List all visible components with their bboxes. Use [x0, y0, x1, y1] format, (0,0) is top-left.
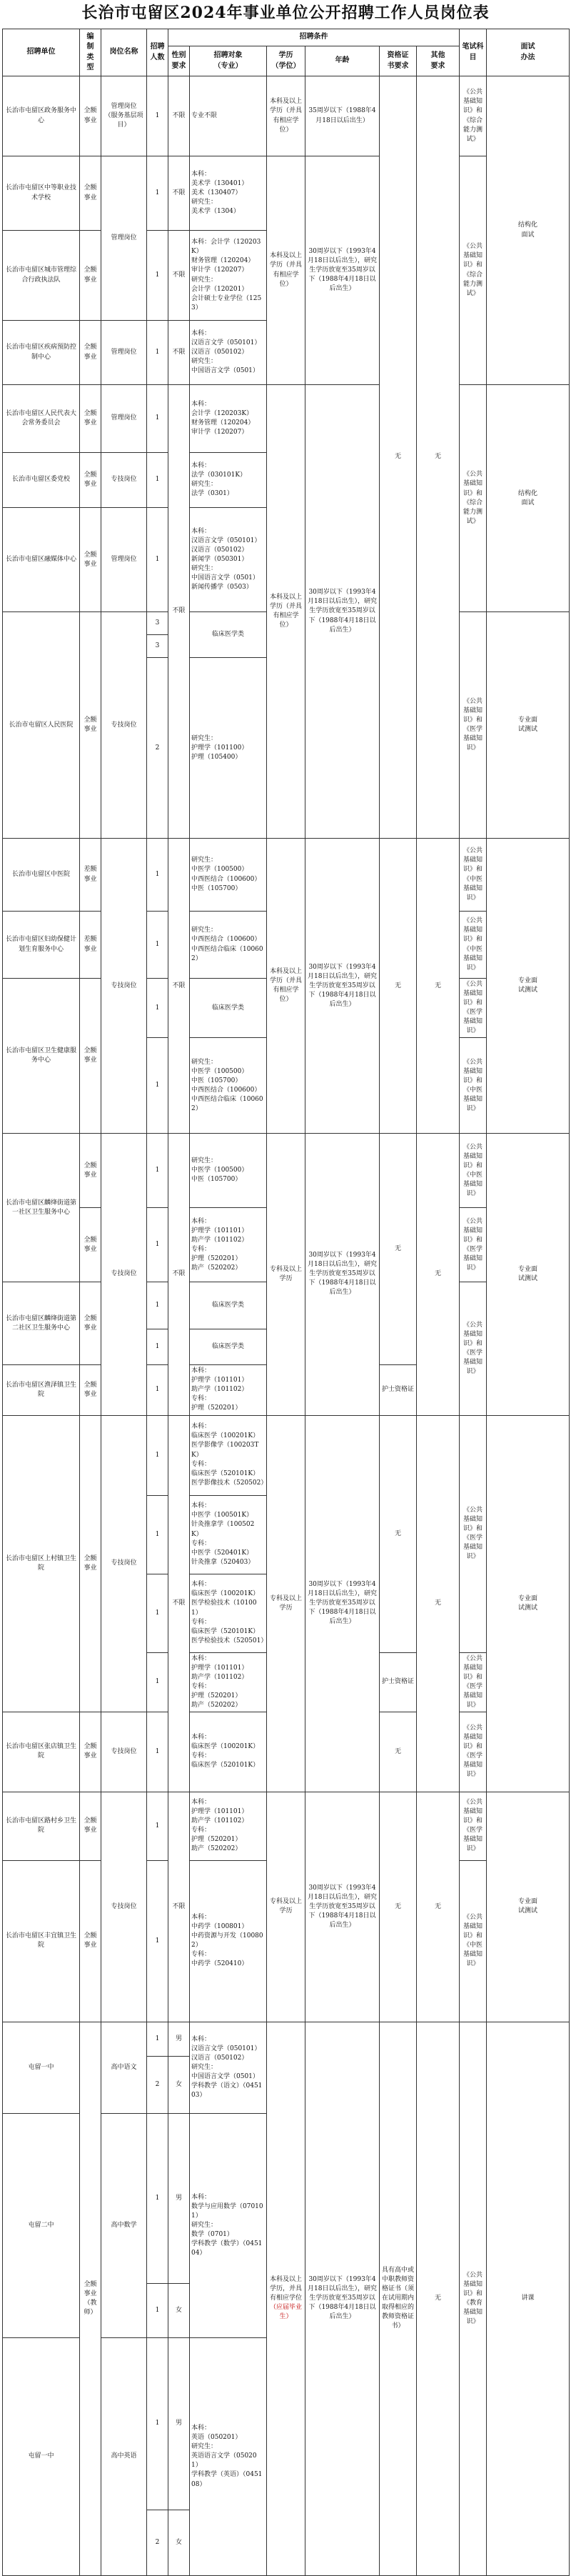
cell-type: 全额 事业: [80, 508, 101, 612]
cell-count: 1: [147, 1329, 168, 1365]
cell-exam: 《公共基础知识》和《中医基础知识》: [460, 1134, 487, 1208]
header-position: 岗位名称: [101, 29, 147, 76]
cell-gender: 女: [168, 2510, 190, 2575]
cell-unit: 屯留二中: [3, 2113, 80, 2337]
cell-cert: 无: [380, 839, 417, 1134]
cell-cert: 护士资格证: [380, 1365, 417, 1415]
cell-interview: 讲课: [487, 2022, 570, 2575]
header-interview: 面试 办法: [487, 29, 570, 76]
cell-other: 无: [417, 1134, 460, 1415]
cell-position: 专技岗位: [101, 839, 147, 1134]
cell-exam: 《公共基础知识》和《中医基础知识》: [460, 912, 487, 979]
cell-education: [267, 2022, 305, 2575]
cell-unit: 长治市屯留区卫生健康服务中心: [3, 979, 80, 1134]
cell-major: 专业不限: [190, 76, 267, 156]
cell-count: 3: [147, 635, 168, 658]
cell-other: 无: [417, 839, 460, 1134]
cell-position: 专技岗位: [101, 1134, 147, 1415]
cell-count: 2: [147, 658, 168, 839]
cell-count: 1: [147, 321, 168, 385]
cell-position: 管理岗位: [101, 508, 147, 612]
cell-count: 1: [147, 912, 168, 979]
cell-major: 本科： 临床医学（100201K） 医学检验技术（101001） 专科： 临床医学（520101K） 医学检验技术（520501）: [190, 1574, 267, 1652]
cell-unit: 长治市屯留区麟绛街道第一社区卫生服务中心: [3, 1134, 80, 1282]
cell-position: 管理岗位: [101, 321, 147, 385]
cell-unit: 长治市屯留区麟绛街道第二社区卫生服务中心: [3, 1282, 80, 1365]
header-count: 招聘 人数: [147, 29, 168, 76]
cell-cert: 无: [380, 1134, 417, 1365]
cell-count: 1: [147, 2113, 168, 2283]
cell-interview: 专业面 试测试: [487, 612, 570, 839]
cell-type: 全额 事业: [80, 1134, 101, 1208]
cell-exam: 《公共基础知识》和《中医基础知识》: [460, 839, 487, 912]
cell-count: 2: [147, 2056, 168, 2113]
cell-count: 1: [147, 839, 168, 912]
cell-count: 1: [147, 1208, 168, 1282]
cell-unit: 长治市屯留区人民代表大会常务委员会: [3, 385, 80, 453]
cell-major: 本科： 护理学（101101） 助产学（101102） 专科： 护理（520201） 助产（520202）: [190, 1208, 267, 1282]
education-text: 本科及以上学历，并具有相应学位: [269, 2276, 302, 2302]
cell-major: 本科： 英语（050201） 研究生： 英语语言文学（050201） 学科教学（英语）（045108）: [190, 2338, 267, 2575]
cell-unit: 长治市屯留区政务服务中心: [3, 76, 80, 156]
cell-major: 本科： 中医学（100501K） 针灸推拿学（100502K） 专科： 中医学（520401K） 针灸推拿（520403）: [190, 1495, 267, 1574]
cell-type: 全额 事业: [80, 156, 101, 231]
header-unit: 招聘单位: [3, 29, 80, 76]
cell-count: 1: [147, 1495, 168, 1574]
cell-unit: 长治市屯留区妇幼保健计划生育服务中心: [3, 912, 80, 979]
cell-exam: 《公共基础知识》和《医学基础知识》: [460, 1792, 487, 1860]
cell-type: 全额 事业: [80, 979, 101, 1134]
cell-cert: 无: [380, 1415, 417, 1652]
cell-age: 35周岁以下（1988年4月18日以后出生）: [305, 76, 380, 156]
cell-type: 全额 事业: [80, 1365, 101, 1415]
cell-count: 1: [147, 1792, 168, 1860]
cell-interview: 专业面 试测试: [487, 1792, 570, 2022]
cell-other: 无: [417, 1415, 460, 1792]
education-note: （应届毕业生）: [269, 2304, 302, 2321]
cell-gender: 不限: [168, 839, 190, 1134]
cell-unit: 长治市屯留区路村乡卫生院: [3, 1792, 80, 1860]
cell-count: 1: [147, 231, 168, 321]
cell-other: 无: [417, 2022, 460, 2575]
cell-unit: 长治市屯留区委党校: [3, 452, 80, 507]
cell-interview: 结构化 面试: [487, 76, 570, 385]
cell-unit: 屯留一中: [3, 2022, 80, 2113]
cell-unit: 长治市屯留区疾病预防控制中心: [3, 321, 80, 385]
cell-exam: 《公共基础知识》和《医学基础知识》: [460, 1282, 487, 1415]
cell-exam: 《公共基础知识》和《医学基础知识》: [460, 1712, 487, 1792]
cell-position: 专技岗位: [101, 1415, 147, 1712]
cell-unit: 屯留一中: [3, 2338, 80, 2575]
cell-age: 30周岁以下（1993年4月18日以后出生），研究生学历放宽至35周岁以下（1988年4月18日以后出生）: [305, 385, 380, 839]
cell-gender: 不限: [168, 1792, 190, 2022]
cell-type: 全额 事业 （教师）: [80, 2022, 101, 2575]
cell-interview: 专业面 试测试: [487, 839, 570, 1134]
cell-count: 1: [147, 1365, 168, 1415]
cell-type: 差额 事业: [80, 912, 101, 979]
cell-unit: 长治市屯留区上村镇卫生院: [3, 1415, 80, 1712]
cell-gender: 男: [168, 2022, 190, 2056]
cell-gender: 不限: [168, 76, 190, 156]
cell-gender: 不限: [168, 156, 190, 231]
cell-major: 临床医学类: [190, 612, 267, 658]
cell-count: 1: [147, 1652, 168, 1712]
cell-count: 1: [147, 1574, 168, 1652]
cell-count: 1: [147, 1282, 168, 1329]
cell-major: 研究生： 中医学（100500） 中医（105700）: [190, 1134, 267, 1208]
cell-position: 专技岗位: [101, 1712, 147, 1792]
cell-unit: 长治市屯留区融媒体中心: [3, 508, 80, 612]
cell-education: 本科及以上学历（并具有相应学位）: [267, 839, 305, 1134]
cell-gender: 男: [168, 2113, 190, 2283]
cell-major: 本科： 法学（030101K） 研究生： 法学（0301）: [190, 452, 267, 507]
positions-table: [2, 29, 570, 2576]
cell-type: 全额 事业: [80, 1792, 101, 1860]
cell-major: 本科： 汉语言文学（050101） 汉语言（050102） 新闻学（050301） 研究生： 中国语言文学（0501） 新闻传播学（0503）: [190, 508, 267, 612]
cell-type: 全额 事业: [80, 1860, 101, 2022]
cell-unit: 长治市屯留区人民医院: [3, 612, 80, 839]
cell-other: 无: [417, 1792, 460, 2022]
cell-exam: 《公共基础知识》和《医学基础知识》: [460, 1415, 487, 1652]
cell-major: 研究生： 中医学（100500） 中医（105700） 中西医结合（100600） 中西医结合临床（100602）: [190, 1038, 267, 1134]
cell-exam: 《公共基础知识》和《中医基础知识》: [460, 1860, 487, 2022]
cell-interview: 结构化 面试: [487, 385, 570, 612]
cell-education: 专科及以上学历: [267, 1134, 305, 1415]
cell-position: 管理岗位: [101, 385, 147, 453]
cell-major: 临床医学类: [190, 1329, 267, 1365]
cell-interview: 专业面 试测试: [487, 1134, 570, 1415]
cell-position: 管理岗位 （服务基层项目）: [101, 76, 147, 156]
cell-unit: 长治市屯留区丰宜镇卫生院: [3, 1860, 80, 2022]
cell-exam: 《公共基础知识》和《综合能力测试》: [460, 385, 487, 612]
cell-exam: 《公共基础知识》和《综合能力测试》: [460, 76, 487, 156]
cell-education: 本科及以上学历（并具有相应学位）: [267, 156, 305, 385]
header-conditions: 招聘条件: [168, 29, 460, 46]
cell-exam: 《公共基础知识》和《教育基础知识》: [460, 2022, 487, 2575]
cell-unit: 长治市屯留区渔泽镇卫生院: [3, 1365, 80, 1415]
cell-major: 本科： 汉语言文学（050101） 汉语言（050102） 研究生： 中国语言文学（0501） 学科教学（语文）（045103）: [190, 2022, 267, 2113]
cell-type: 全额 事业: [80, 76, 101, 156]
cell-major: 本科：会计学（120203K） 财务管理（120204） 审计学（120207） 研究生： 会计学（120201） 会计硕士专业学位（1253）: [190, 231, 267, 321]
cell-major: 本科： 护理学（101101） 助产学（101102） 专科： 护理（520201） 助产（520202）: [190, 1792, 267, 1860]
cell-exam: 《公共基础知识》和《医学基础知识》: [460, 979, 487, 1038]
header-age: 年龄: [305, 46, 380, 76]
cell-gender: 女: [168, 2284, 190, 2338]
cell-education: 本科及以上学历（并具有相应学位）: [267, 76, 305, 156]
cell-major: 本科： 护理学（101101） 助产学（101102） 专科： 护理（520201）: [190, 1365, 267, 1415]
cell-exam: 《公共基础知识》和《综合能力测试》: [460, 156, 487, 385]
cell-gender: 男: [168, 2338, 190, 2510]
header-gender: 性别 要求: [168, 46, 190, 76]
cell-major: 本科： 数学与应用数学（070101） 研究生： 数学（0701） 学科教学（数学）（045104）: [190, 2113, 267, 2337]
cell-count: 1: [147, 452, 168, 507]
cell-count: 3: [147, 612, 168, 635]
cell-age: 30周岁以下（1993年4月18日以后出生），研究生学历放宽至35周岁以下（1988年4月18日以后出生）: [305, 156, 380, 385]
cell-exam: 《公共基础知识》和《医学基础知识》: [460, 612, 487, 839]
cell-count: 1: [147, 1415, 168, 1495]
cell-major: 临床医学类: [190, 1282, 267, 1329]
cell-major: 本科： 汉语言文学（050101） 汉语言（050102） 研究生： 中国语言文学（0501）: [190, 321, 267, 385]
cell-count: 1: [147, 508, 168, 612]
cell-count: 1: [147, 2022, 168, 2056]
cell-education: 专科及以上学历: [267, 1415, 305, 1792]
cell-exam: 《公共基础知识》和《医学基础知识》: [460, 1208, 487, 1282]
cell-major: 本科： 临床医学（100201K） 医学影像学（100203TK） 专科： 临床医学（520101K） 医学影像技术（520502）: [190, 1415, 267, 1495]
cell-cert: 无: [380, 1712, 417, 1792]
cell-type: 全额 事业: [80, 1712, 101, 1792]
header-other: 其他 要求: [417, 46, 460, 76]
cell-gender: 不限: [168, 1134, 190, 1415]
header-major: 招聘对象 （专业）: [190, 46, 267, 76]
cell-major: 本科： 美术学（130401） 美术（130407） 研究生： 美术学（1304）: [190, 156, 267, 231]
cell-count: 1: [147, 2338, 168, 2510]
cell-unit: 长治市屯留区中等职业技术学校: [3, 156, 80, 231]
cell-major: 本科： 护理学（101101） 助产学（101102） 专科： 护理（520201） 助产（520202）: [190, 1652, 267, 1712]
cell-position: 高中语文: [101, 2022, 147, 2113]
header-education: 学历 （学位）: [267, 46, 305, 76]
cell-major: 研究生： 中医学（100500） 中西医结合（100600） 中医（105700）: [190, 839, 267, 912]
header-type: 编 制 类 型: [80, 29, 101, 76]
cell-exam: 《公共基础知识》和《中医基础知识》: [460, 1038, 487, 1134]
cell-unit: 长治市屯留区中医院: [3, 839, 80, 912]
cell-type: 全额 事业: [80, 231, 101, 321]
cell-cert: 无: [380, 1792, 417, 2022]
cell-type: 全额 事业: [80, 1208, 101, 1282]
cell-count: 1: [147, 979, 168, 1038]
cell-type: 全额 事业: [80, 452, 101, 507]
cell-position: 专技岗位: [101, 612, 147, 839]
cell-unit: 长治市屯留区张店镇卫生院: [3, 1712, 80, 1792]
cell-count: 1: [147, 1038, 168, 1134]
cell-age: 30周岁以下（1993年4月18日以后出生），研究生学历放宽至35周岁以下（1988年4月18日以后出生）: [305, 2022, 380, 2575]
cell-exam: 《公共基础知识》和《医学基础知识》: [460, 1652, 487, 1712]
cell-position: 高中英语: [101, 2338, 147, 2575]
cell-type: 差额 事业: [80, 839, 101, 912]
cell-type: 全额 事业: [80, 385, 101, 453]
cell-position: 高中数学: [101, 2113, 147, 2337]
cell-count: 1: [147, 1134, 168, 1208]
cell-count: 1: [147, 156, 168, 231]
cell-type: 全额 事业: [80, 1415, 101, 1712]
cell-interview: 专业面 试测试: [487, 1415, 570, 1792]
cell-major: 研究生： 护理学（101100） 护理（105400）: [190, 658, 267, 839]
cell-position: 管理岗位: [101, 156, 147, 321]
cell-age: 30周岁以下（1993年4月18日以后出生），研究生学历放宽至35周岁以下（1988年4月18日以后出生）: [305, 1415, 380, 1792]
cell-position: 专技岗位: [101, 452, 147, 507]
cell-count: 1: [147, 76, 168, 156]
cell-cert: 无: [380, 76, 417, 839]
cell-gender: 不限: [168, 385, 190, 839]
header-cert: 资格证 书要求: [380, 46, 417, 76]
cell-gender: 不限: [168, 321, 190, 385]
cell-gender: 女: [168, 2056, 190, 2113]
cell-age: 30周岁以下（1993年4月18日以后出生），研究生学历放宽至35周岁以下（1988年4月18日以后出生）: [305, 1792, 380, 2022]
cell-major: 本科： 会计学（120203K） 财务管理（120204） 审计学（120207）: [190, 385, 267, 453]
cell-education: 本科及以上学历（并具有相应学位）: [267, 385, 305, 839]
cell-age: 30周岁以下（1993年4月18日以后出生），研究生学历放宽至35周岁以下（1988年4月18日以后出生）: [305, 839, 380, 1134]
page-title: 长治市屯留区2024年事业单位公开招聘工作人员岗位表: [81, 4, 490, 22]
cell-count: 1: [147, 385, 168, 453]
cell-cert: 护士资格证: [380, 1652, 417, 1712]
cell-count: 1: [147, 2284, 168, 2338]
cell-age: 30周岁以下（1993年4月18日以后出生），研究生学历放宽至35周岁以下（1988年4月18日以后出生）: [305, 1134, 380, 1415]
cell-gender: 不限: [168, 1415, 190, 1792]
cell-major: 本科： 临床医学（100201K） 专科： 临床医学（520101K）: [190, 1712, 267, 1792]
cell-cert: 具有高中或中职教师资格证书（须在试用期内取得相应的教师资格证书）: [380, 2022, 417, 2575]
cell-major: 研究生： 中西医结合（100600） 中西医结合临床（100602）: [190, 912, 267, 979]
cell-count: 1: [147, 1860, 168, 2022]
cell-major: 临床医学类: [190, 979, 267, 1038]
cell-type: 全额 事业: [80, 321, 101, 385]
cell-gender: 不限: [168, 231, 190, 321]
header-exam: 笔试科 目: [460, 29, 487, 76]
cell-education: 专科及以上学历: [267, 1792, 305, 2022]
cell-type: 全额 事业: [80, 1282, 101, 1365]
cell-position: 专技岗位: [101, 1792, 147, 2022]
cell-count: 2: [147, 2510, 168, 2575]
cell-major: 本科： 中药学（100801） 中药资源与开发（100802） 专科： 中药学（520410）: [190, 1860, 267, 2022]
cell-type: 全额 事业: [80, 612, 101, 839]
cell-other: 无: [417, 76, 460, 839]
cell-unit: 长治市屯留区城市管理综合行政执法队: [3, 231, 80, 321]
cell-count: 1: [147, 1712, 168, 1792]
